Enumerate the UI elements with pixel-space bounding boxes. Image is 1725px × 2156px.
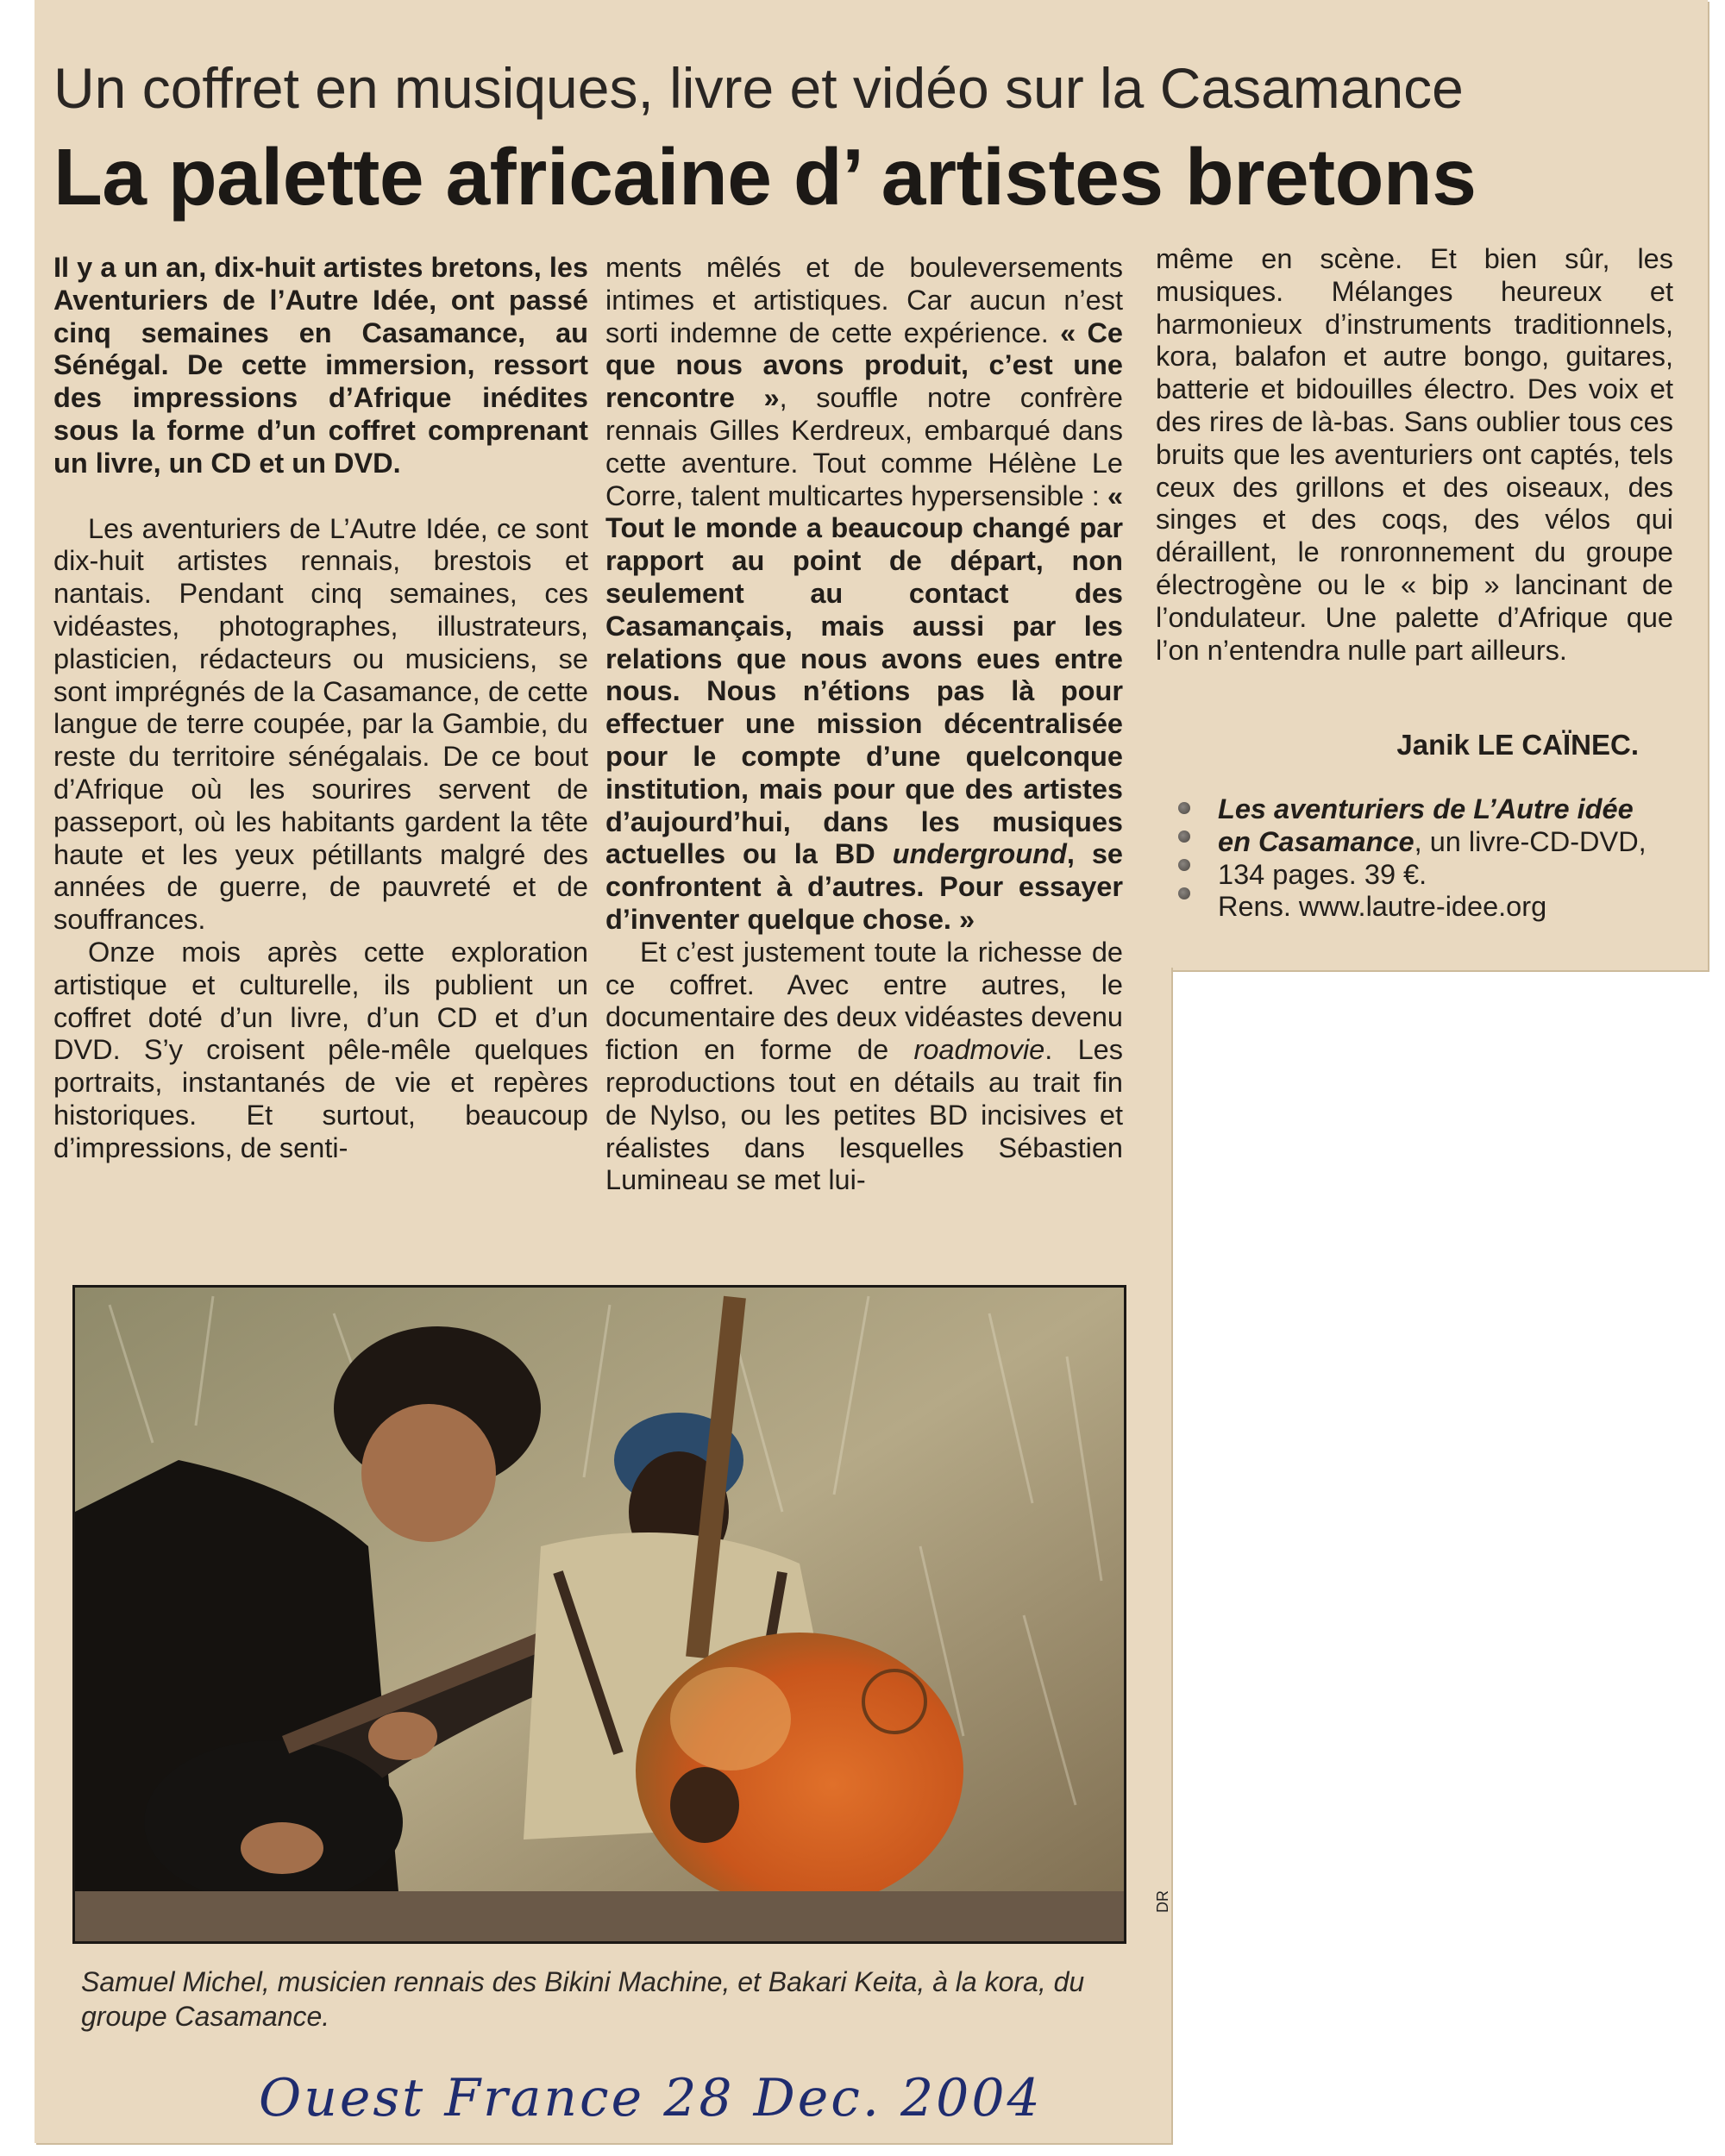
article-text: ments mêlés et de bouleversements intimes et artistiques. Car aucun n’est sorti indemne de cette expérience. xyxy=(605,252,1123,348)
handwritten-annotation: Ouest France 28 Dec. 2004 xyxy=(259,2068,1043,2128)
article-quote xyxy=(605,480,1123,935)
article-paragraph xyxy=(605,937,1123,1197)
bullet-icon xyxy=(1178,887,1190,899)
article-kicker: Un coffret en musiques, livre et vidéo sur la Casamance xyxy=(53,56,1464,120)
article-column-2 xyxy=(605,252,1123,1197)
article-photo xyxy=(72,1285,1126,1944)
photo-credit: DR xyxy=(1154,1890,1171,1913)
article-emphasis: roadmovie xyxy=(913,1034,1045,1066)
bullet-icon xyxy=(1178,830,1190,843)
article-column-3 xyxy=(1156,243,1673,667)
article-quote-emphasis: underground xyxy=(892,838,1067,870)
article-paragraph: même en scène. Et bien sûr, les musiques. Mélanges heureux et harmonieux d’instruments traditionnels, kora, balafon et autre bongo, guitares, batterie et bidouilles électro. Des voix et des rires de là-bas. Sans oublier tous ces bruits que les aventuriers ont captés, tels ceux des grillons et des oiseaux, des singes et des coqs, des vélos qui déraillent, le ronronnement du groupe électrogène ou le « bip » lancinant de l’ondulateur. Une palette d’Afrique que l’on n’entendra nulle part ailleurs. xyxy=(1156,243,1673,666)
info-website: Rens. www.lautre-idee.org xyxy=(1218,891,1547,923)
info-bullets xyxy=(1178,802,1197,916)
info-details: , un livre-CD-DVD, 134 pages. 39 €. xyxy=(1218,825,1647,890)
article-quote: « Ce que nous avons produit, c’est une rencontre » xyxy=(605,317,1123,414)
info-title: Les aventuriers de L’Autre idée en Casamance xyxy=(1218,793,1634,857)
article-byline: Janik LE CAÏNEC. xyxy=(1396,729,1639,761)
article-column-1 xyxy=(53,252,588,1165)
bullet-icon xyxy=(1178,859,1190,871)
article-text: Et c’est justement toute la richesse de ce coffret. Avec entre autres, le documentaire des deux vidéastes devenu fiction en forme de xyxy=(605,936,1123,1066)
article-quote-text: , se confrontent à d’autres. Pour essayer d’inventer quelque chose. » xyxy=(605,838,1123,935)
bullet-icon xyxy=(1178,802,1190,814)
info-box xyxy=(1218,793,1673,924)
article-paragraph: Les aventuriers de L’Autre Idée, ce sont dix-huit artistes rennais, brestois et nantais. Pendant cinq semaines, ces vidéastes, photographes, illustrateurs, plasticien, rédacteurs ou musiciens, se sont imprégnés de la Casamance, de cette langue de terre coupée, par la Gambie, du reste du territoire sénégalais. De ce bout d’Afrique où les sourires servent de passeport, où les habitants gardent la tête haute et les yeux pétillants malgré des années de guerre, de pauvreté et de souffrances. xyxy=(53,512,588,936)
article-lead: Il y a un an, dix-huit artistes bretons, les Aventuriers de l’Autre Idée, ont passé cinq semaines en Casamance, au Sénégal. De cette immersion, ressort des impressions d’Afrique inédites sous la forme d’un coffret comprenant un livre, un CD et un DVD. xyxy=(53,252,588,479)
article-text: , souffle notre confrère rennais Gilles Kerdreux, embarqué dans cette aventure. Tout comme Hélène Le Corre, talent multicartes hypersensible : xyxy=(605,382,1123,511)
article-paragraph: Onze mois après cette exploration artistique et culturelle, ils publient un coffret doté d’un livre, d’un CD et d’un DVD. S’y croisent pêle-mêle quelques portraits, instantanés de vie et repères historiques. Et surtout, beaucoup d’impressions, de senti- xyxy=(53,936,588,1163)
article-paragraph xyxy=(605,252,1123,937)
photo-caption: Samuel Michel, musicien rennais des Bikini Machine, et Bakari Keita, à la kora, du groupe Casamance. xyxy=(81,1966,1085,2032)
article-headline: La palette africaine d’ artistes bretons xyxy=(53,132,1477,222)
article-text: . Les reproductions tout en détails au trait fin de Nylso, ou les petites BD incisives et réalistes dans lesquelles Sébastien Lumineau se met lui- xyxy=(605,1034,1123,1196)
article-quote-text: « Tout le monde a beaucoup changé par rapport au point de départ, non seulement au contact des Casamançais, mais aussi par les relations que nous avons eues entre nous. Nous n’étions pas là pour effectuer une mission décentralisée pour le compte d’une quelconque institution, mais pour que des artistes d’aujourd’hui, dans les musiques actuelles ou la BD xyxy=(605,479,1124,870)
